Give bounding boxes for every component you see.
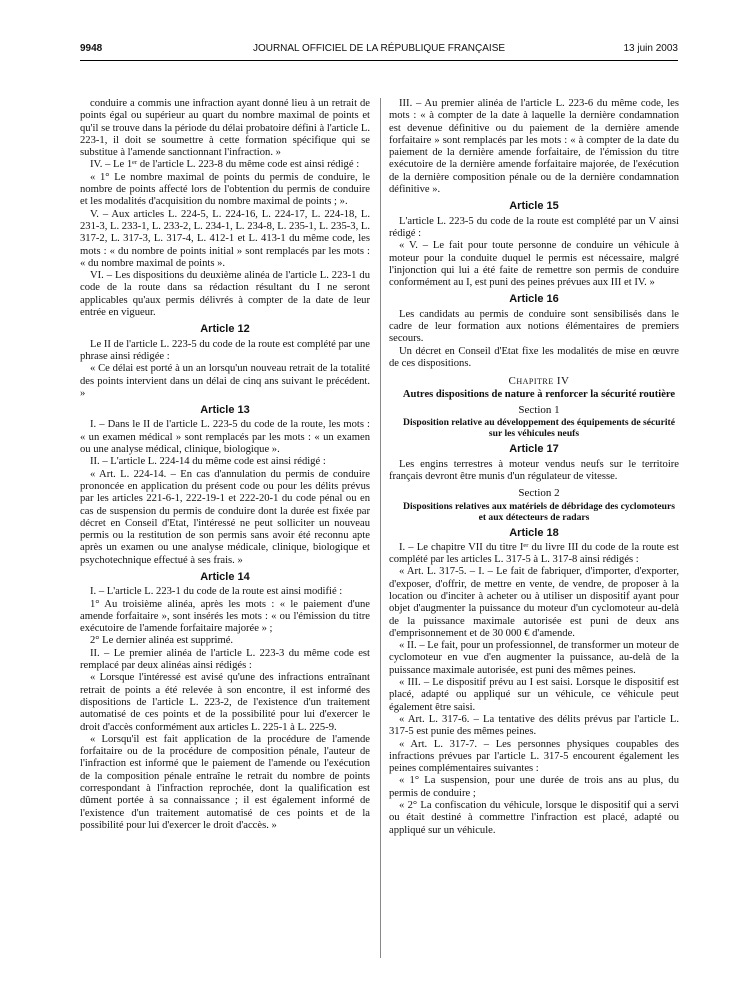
chapter-heading: Chapitre IV bbox=[508, 375, 570, 388]
right-column bbox=[389, 98, 679, 837]
paragraph: Les engins terrestres à moteur vendus neufs sur le territoire français devront être munis d'un régulateur de vitesse. bbox=[389, 458, 679, 482]
paragraph: 1° Au troisième alinéa, après les mots : « le paiement d'une amende forfaitaire », sont insérés les mots : « ou l'émission du titre exécutoire de l'amende forfaitaire majorée » ; bbox=[80, 598, 370, 635]
paragraph: I. – L'article L. 223-1 du code de la route est ainsi modifié : bbox=[90, 586, 343, 598]
left-column bbox=[80, 98, 370, 832]
article-heading: Article 17 bbox=[509, 443, 559, 456]
page-header bbox=[80, 43, 678, 57]
paragraph: III. – Au premier alinéa de l'article L. 223-6 du même code, les mots : « à compter de la date à laquelle la dernière condamnation est devenue définitive ou du paiement de la dernière amende forfaitaire » sont remplacés par les mots : « à compter de la date du paiement de la dernière amende forfaitaire, de l'émission du titre exécutoire de la dernière amende forfaitaire majorée, de l'exécution de la dernière composition pénale ou de la dernière condamnation définitive ». bbox=[389, 98, 679, 196]
section-heading: Section 2 bbox=[518, 487, 560, 500]
paragraph: « 2° La confiscation du véhicule, lorsque le dispositif qui a servi ou était destiné à commettre l'infraction est placé, adapté ou appliqué sur un véhicule. bbox=[389, 800, 679, 836]
journal-title: JOURNAL OFFICIEL DE LA RÉPUBLIQUE FRANÇAISE bbox=[252, 43, 506, 54]
paragraph: VI. – Les dispositions du deuxième alinéa de l'article L. 223-1 du code de la route dans sa rédaction résultant du I ne seront applicables qu'aux permis délivrés à compter de la date de leur entrée en vigueur. bbox=[80, 270, 370, 319]
paragraph: « 1° La suspension, pour une durée de trois ans au plus, du permis de conduire ; bbox=[389, 775, 679, 799]
page-number: 9948 bbox=[80, 43, 103, 54]
paragraph: II. – Le premier alinéa de l'article L. 223-3 du même code est remplacé par deux alinéas ainsi rédigés : bbox=[80, 647, 370, 672]
paragraph: « 1° Le nombre maximal de points du permis de conduire, le nombre de points affecté lors de l'obtention du permis de conduire et les modalités d'acquisition du nombre maximal de points ; ». bbox=[80, 171, 370, 208]
article-heading: Article 16 bbox=[509, 293, 559, 306]
paragraph: Les candidats au permis de conduire sont sensibilisés dans le cadre de leur formation aux notions élémentaires de premiers secours. bbox=[389, 308, 679, 345]
paragraph: IV. – Le 1ᵉʳ de l'article L. 223-8 du même code est ainsi rédigé : bbox=[90, 159, 360, 171]
paragraph: « V. – Le fait pour toute personne de conduire un véhicule à moteur pour la conduite duquel le permis est nécessaire, malgré l'injonction qui lui a été faite de remettre son permis de conduire conformément au I, est puni des peines prévues aux III et IV. » bbox=[389, 240, 679, 289]
article-heading: Article 13 bbox=[200, 404, 250, 417]
paragraph: Un décret en Conseil d'Etat fixe les modalités de mise en œuvre de ces dispositions. bbox=[389, 345, 679, 369]
header-rule bbox=[80, 60, 678, 61]
paragraph: I. – Dans le II de l'article L. 223-5 du code de la route, les mots : « un examen médical » sont remplacés par les mots : « un examen ou une analyse médical, clinique, biologique ». bbox=[80, 419, 370, 456]
paragraph: I. – Le chapitre VII du titre Iᵉʳ du livre III du code de la route est complété par les articles L. 317-5 à L. 317-8 ainsi rédigés : bbox=[389, 541, 679, 566]
paragraph: Le II de l'article L. 223-5 du code de la route est complété par une phrase ainsi rédigée : bbox=[80, 338, 370, 362]
paragraph: V. – Aux articles L. 224-5, L. 224-16, L. 224-17, L. 224-18, L. 231-3, L. 233-1, L. 233-2, L. 234-1, L. 234-8, L. 235-1, L. 235-3, L. 317-2, L. 317-3, L. 317-4, L. 412-1 et L. 413-1 du même code, les mots : « du nombre de points initial » sont remplacés par les mots : « du nombre maximal de points ». bbox=[80, 208, 370, 269]
section-subtitle: Dispositions relatives aux matériels de débridage des cyclomoteurs et aux détecteurs de radars bbox=[403, 500, 675, 523]
paragraph: « Art. L. 317-5. – I. – Le fait de fabriquer, d'importer, d'exporter, d'exposer, d'offrir, de mettre en vente, de vendre, de proposer à la location ou d'inciter à acheter ou à utiliser un dispositif ayant pour objet d'augmenter la puissance du moteur d'un cyclomoteur au-delà de la puissance maximale autorisée est puni de deux ans d'emprisonnement et de 30 000 € d'amende. bbox=[389, 566, 679, 639]
article-heading: Article 18 bbox=[509, 526, 559, 539]
paragraph: « III. – Le dispositif prévu au I est saisi. Lorsque le dispositif est placé, adapté ou appliqué sur un véhicule, ce véhicule peut également être saisi. bbox=[389, 677, 679, 713]
column-divider bbox=[380, 98, 381, 958]
paragraph: « Lorsqu'il est fait application de la procédure de l'amende forfaitaire ou de la procédure de composition pénale, l'auteur de l'infraction est informé que le paiement de l'amende ou l'exécution de la composition pénale entraîne le retrait du nombre de points correspondant à l'infraction reprochée, dont la qualification est dûment portée à sa connaissance ; il est également informé de l'existence d'un traitement automatisé de ces points et de la possibilité pour lui d'exercer le droit d'accès. » bbox=[80, 733, 370, 831]
section-subtitle: Disposition relative au développement des équipements de sécurité sur les véhicules neufs bbox=[403, 417, 675, 440]
paragraph: « Art. L. 224-14. – En cas d'annulation du permis de conduire prononcée en application du présent code ou pour les délits prévus par les articles 221-6-1, 222-19-1 et 222-20-1 du code pénal ou en cas de suspension du permis de conduire dont la durée est fixée par décret en Conseil d'Etat, l'intéressé ne peut solliciter un nouveau permis ou la restitution de son permis sans avoir été reconnu apte après un examen ou une analyse médicale, clinique, biologique et psychotechnique effectué à ses frais. » bbox=[80, 468, 370, 566]
section-heading: Section 1 bbox=[518, 404, 560, 417]
paragraph: « Art. L. 317-7. – Les personnes physiques coupables des infractions prévues par l'article L. 317-5 encourent également les peines complémentaires suivantes : bbox=[389, 738, 679, 775]
publication-date: 13 juin 2003 bbox=[623, 43, 678, 54]
chapter-subtitle: Autres dispositions de nature à renforcer la sécurité routière bbox=[402, 388, 676, 400]
paragraph: « II. – Le fait, pour un professionnel, de transformer un moteur de cyclomoteur en vue d'en augmenter la puissance, au-delà de la puissance maximale autorisée, est puni des mêmes peines. bbox=[389, 640, 679, 676]
paragraph: « Art. L. 317-6. – La tentative des délits prévus par l'article L. 317-5 est punie des mêmes peines. bbox=[389, 713, 679, 738]
paragraph: 2° Le dernier alinéa est supprimé. bbox=[90, 635, 234, 647]
paragraph: L'article L. 223-5 du code de la route est complété par un V ainsi rédigé : bbox=[389, 215, 679, 239]
article-heading: Article 14 bbox=[200, 570, 250, 583]
paragraph: « Lorsque l'intéressé est avisé qu'une des infractions entraînant retrait de points a été relevée à son encontre, il est informé des dispositions de l'article L. 223-2, de l'existence d'un traitement automatisé de ces points et de la possibilité pour lui d'exercer le droit d'accès conformément aux articles L. 225-1 à L. 225-9. bbox=[80, 672, 370, 733]
article-heading: Article 15 bbox=[509, 200, 559, 213]
paragraph: « Ce délai est porté à un an lorsqu'un nouveau retrait de la totalité des points intervient dans un délai de cinq ans suivant le précédent. » bbox=[80, 363, 370, 399]
article-heading: Article 12 bbox=[200, 323, 250, 336]
paragraph: II. – L'article L. 224-14 du même code est ainsi rédigé : bbox=[90, 456, 326, 468]
paragraph: conduire a commis une infraction ayant donné lieu à un retrait de points égal ou supérieur au quart du nombre maximal de points et qu'il se trouve dans la période du délai probatoire défini à l'article L. 223-1, il doit se soumettre à cette formation spécifique qui se substitue à l'amende sanctionnant l'infraction. » bbox=[80, 98, 370, 159]
